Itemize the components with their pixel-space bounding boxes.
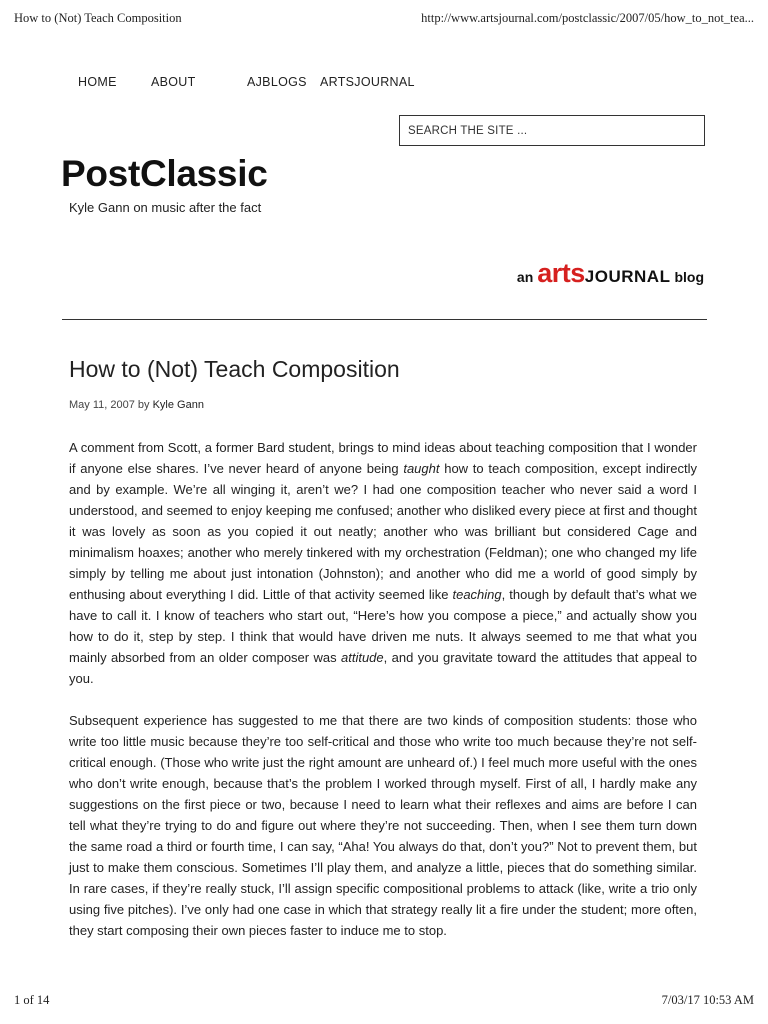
paragraph-1-text-a: A comment from Scott, a former Bard student, brings to mind ideas about teaching composition that I wonder if anyone else shares. I’ve never heard of anyone being [69,440,697,476]
badge-arts: arts [537,258,585,288]
search-input[interactable] [399,115,705,146]
post-author-link[interactable]: Kyle Gann [152,399,204,411]
badge-blog: blog [674,269,704,285]
paragraph-1 [69,437,697,689]
post-meta [69,399,204,411]
paragraph-1-emphasis-attitude: attitude [341,650,384,665]
badge-an: an [516,269,534,285]
print-header-title: How to (Not) Teach Composition [14,11,182,25]
badge-journal: JOURNAL [584,267,671,286]
print-header-url: http://www.artsjournal.com/postclassic/2007/05/how_to_not_tea... [421,11,754,25]
post-title: How to (Not) Teach Composition [69,356,400,382]
site-title[interactable]: PostClassic [61,153,268,194]
print-footer-datetime: 7/03/17 10:53 AM [661,993,754,1007]
nav-item-home[interactable]: HOME [78,75,117,89]
post-date: May 11, 2007 [69,399,135,411]
paragraph-1-text-b: how to teach composition, except indirectly and by example. We’re all winging it, aren’t we? I had one composition teacher who never said a word I understood, and seemed to enjoy keeping me confused; another who disliked every piece at first and thought it was lovely as soon as you copied it out neatly; another who was brilliant but considered Cage and minimalism hoaxes; another who merely tinkered with my orchestration (Feldman); one who changed my life simply by telling me about just intonation (Johnston); and another who did me a world of good simply by enthusing about everything I did. Little of that activity seemed like [69,461,697,602]
post-body [69,437,697,962]
print-footer-page: 1 of 14 [14,993,50,1007]
paragraph-1-emphasis-taught: taught [403,461,440,476]
paragraph-1-text-c: , though by default that’s what we have to call it. I know of teachers who start out, “Here’s how you compose a piece,” and actually show you how to do it, step by step. I think that would have driven me nuts. It always seemed to me that what you mainly absorbed from an older composer was [69,587,697,665]
header-divider [62,319,707,320]
artsjournal-blog-badge[interactable] [517,258,704,289]
nav-item-ajblogs[interactable]: AJBLOGS [247,75,307,89]
paragraph-2: Subsequent experience has suggested to me that there are two kinds of composition students: those who write too little music because they’re too self-critical and those who write too much because they’re not self-critical enough. (Those who write just the right amount are unheard of.) I feel much more useful with the ones who don’t write enough, because that’s the problem I worked through myself. First of all, I hardly make any suggestions on the first piece or two, because I need to learn what their reflexes and aims are before I can tell what they’re trying to do and figure out where they’re not succeeding. Then, when I see them turn down the same road a third or fourth time, I can say, “Aha! You always do that, don’t you?” Not to prevent them, but just to make them conscious. Sometimes I’ll play them, and analyze a little, pieces that do something similar. In rare cases, if they’re really stuck, I’ll assign specific compositional problems to attack (like, write a trio only using five pitches). I’ve only had one case in which that strategy really lit a fire under the student; more often, they start composing their own pieces faster to induce me to stop. [69,713,697,938]
post-by: by [137,399,150,411]
nav-item-artsjournal[interactable]: ARTSJOURNAL [320,75,415,89]
paragraph-1-text-d: , and you gravitate toward the attitudes that appeal to you. [69,650,697,686]
nav-item-about[interactable]: ABOUT [151,75,196,89]
main-nav [78,75,415,89]
paragraph-1-emphasis-teaching: teaching [452,587,502,602]
site-tagline: Kyle Gann on music after the fact [69,200,262,215]
